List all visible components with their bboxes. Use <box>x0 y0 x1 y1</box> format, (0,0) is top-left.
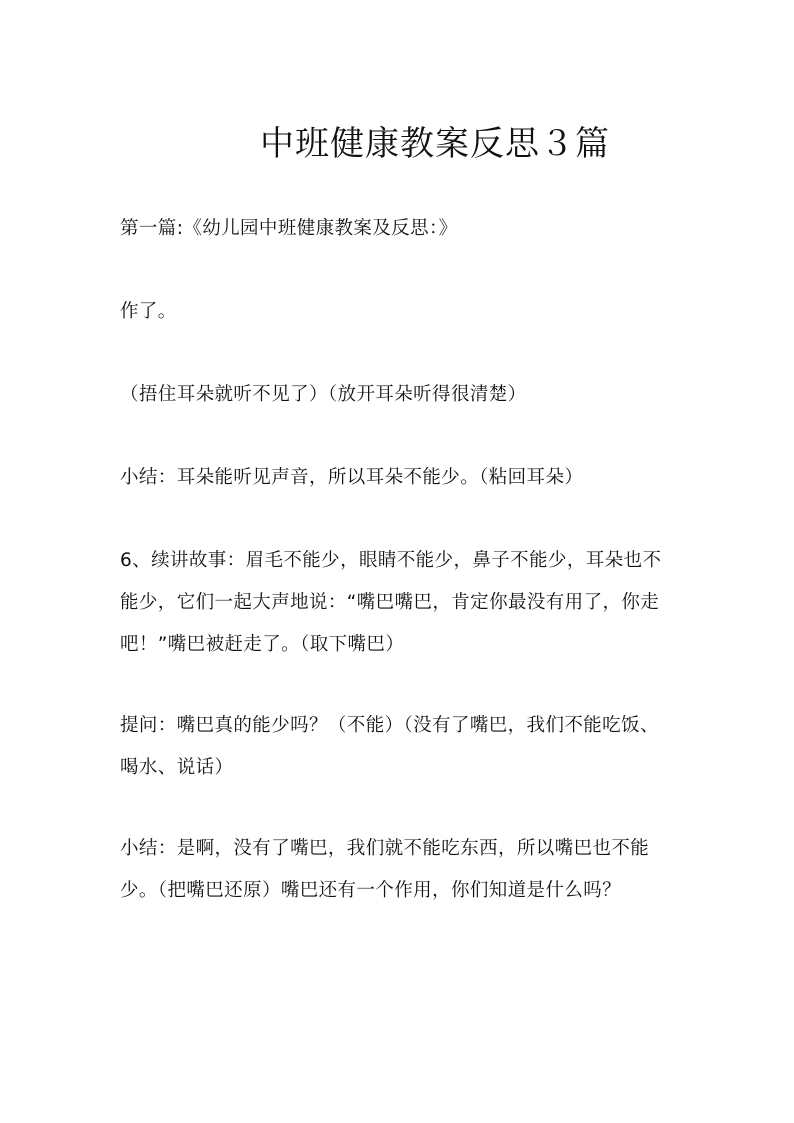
paragraph: 小结：耳朵能听见声音，所以耳朵不能少。（粘回耳朵） <box>120 467 584 488</box>
paragraph: 小结：是啊，没有了嘴巴，我们就不能吃东西，所以嘴巴也不能少。（把嘴巴还原）嘴巴还有一个作用，你们知道是什么吗？ <box>120 838 650 901</box>
document-title: 中班健康教案反思３篇 <box>260 123 610 164</box>
paragraph: 6、续讲故事：眉毛不能少，眼睛不能少，鼻子不能少，耳朵也不能少，它们一起大声地说：“嘴巴嘴巴，肯定你最没有用了，你走吧！”嘴巴被赶走了。（取下嘴巴） <box>120 550 662 655</box>
paragraph: 提问：嘴巴真的能少吗？（不能）（没有了嘴巴，我们不能吃饭、喝水、说话） <box>120 715 659 778</box>
paragraph: 作了。 <box>120 301 177 322</box>
paragraph-section-heading: 第一篇:《幼儿园中班健康教案及反思：》 <box>120 218 458 239</box>
paragraph: （捂住耳朵就听不见了）（放开耳朵听得很清楚） <box>120 384 527 405</box>
